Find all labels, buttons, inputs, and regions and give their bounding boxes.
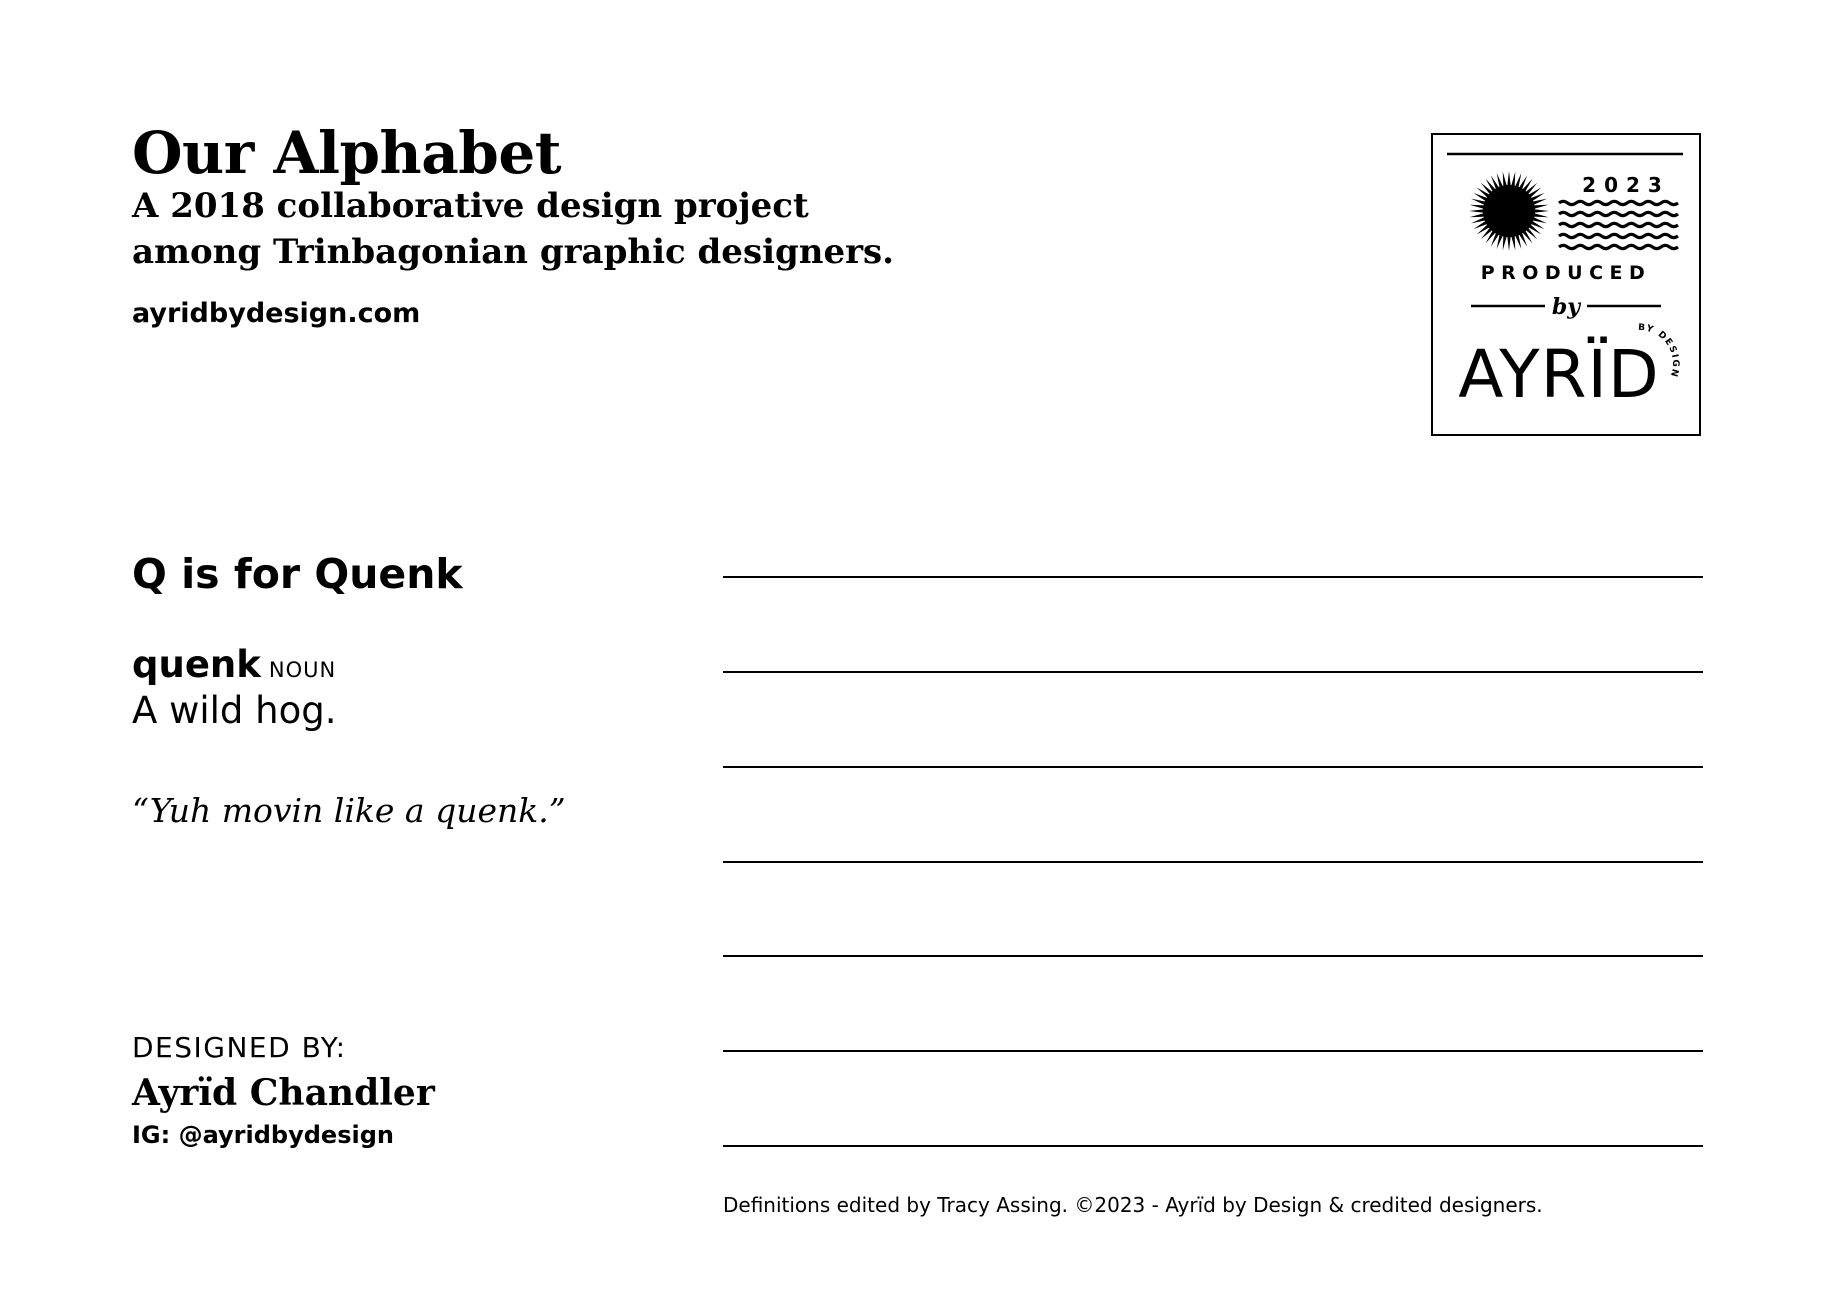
letter-heading: Q is for Quenk (132, 550, 463, 598)
waves-icon (1559, 201, 1678, 248)
writing-line (723, 1050, 1703, 1052)
page-subtitle (132, 183, 894, 275)
stamp-artwork (1433, 135, 1699, 434)
designer-name: Ayrïd Chandler (132, 1072, 435, 1114)
produced-by-stamp (1431, 133, 1701, 436)
stamp-brand-sub: BY DESIGN (1637, 322, 1681, 380)
designer-instagram: IG: @ayridbydesign (132, 1121, 394, 1149)
entry-definition: A wild hog. (132, 689, 337, 732)
sun-core-shape (1483, 185, 1535, 237)
stamp-produced: PRODUCED (1480, 262, 1652, 284)
entry-word: quenk (132, 643, 261, 686)
stamp-brand: AYRÏD (1458, 336, 1660, 413)
footer-credits: Definitions edited by Tracy Assing. ©2023 - Ayrïd by Design & credited designers. (723, 1193, 1543, 1217)
writing-line (723, 671, 1703, 673)
designed-by-label: DESIGNED BY: (132, 1031, 347, 1064)
website-url: ayridbydesign.com (132, 298, 421, 329)
writing-line (723, 861, 1703, 863)
wave-line (1559, 201, 1678, 204)
wave-line (1559, 245, 1678, 248)
stamp-year: 2023 (1582, 173, 1670, 197)
stamp-by: by (1551, 294, 1581, 320)
writing-line (723, 766, 1703, 768)
wave-line (1559, 234, 1678, 237)
page-title: Our Alphabet (132, 119, 562, 187)
writing-line (723, 576, 1703, 578)
writing-line (723, 1145, 1703, 1147)
writing-line (723, 955, 1703, 957)
entry-example: “Yuh movin like a quenk.” (132, 791, 566, 830)
wave-line (1559, 223, 1678, 226)
subtitle-line: A 2018 collaborative design project (132, 186, 809, 226)
part-of-speech: NOUN (268, 658, 337, 682)
subtitle-line: among Trinbagonian graphic designers. (132, 232, 895, 272)
sun-icon (1469, 171, 1549, 251)
wave-line (1559, 212, 1678, 215)
